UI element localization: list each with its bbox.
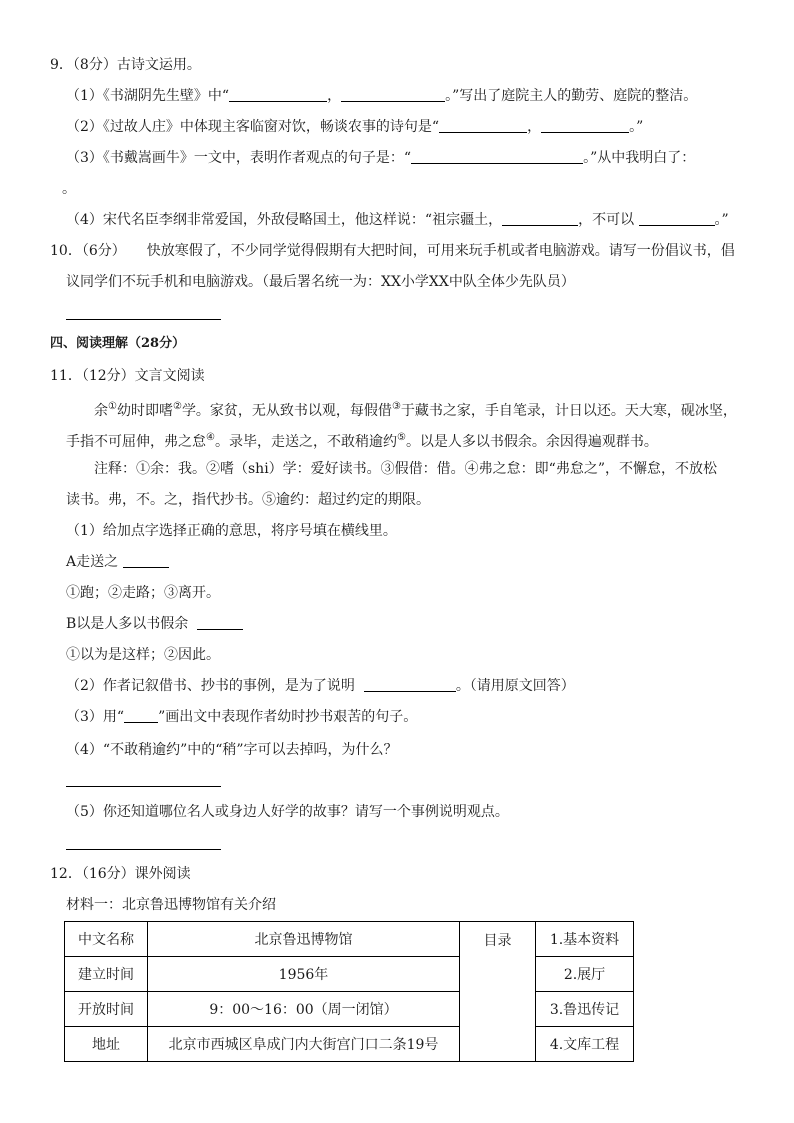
answer-line[interactable] bbox=[66, 319, 221, 320]
q10-line1: 10．（6分） 快放寒假了，不少同学觉得假期有大把时间，可用来玩手机或者电脑游戏。请写一份倡议书，倡 bbox=[50, 243, 735, 259]
toc-item: 2.展厅 bbox=[536, 957, 634, 992]
museum-info-table bbox=[64, 921, 634, 1062]
q10-line2: 议同学们不玩手机和电脑游戏。（最后署名统一为：XX小学XX中队全体少先队员） bbox=[66, 274, 575, 290]
q12-header: 12．（16分）课外阅读 bbox=[50, 866, 191, 882]
q9-part3: （3）《书戴嵩画牛》一文中，表明作者观点的句子是：“ 。”从中我明白了： bbox=[66, 150, 696, 166]
table-value: 北京市西城区阜成门内大街宫门口二条19号 bbox=[148, 1027, 460, 1062]
answer-blank[interactable] bbox=[197, 615, 243, 630]
table-value: 1956年 bbox=[148, 957, 460, 992]
answer-line[interactable] bbox=[66, 786, 221, 787]
sub-question-3: （3）用“ ”画出文中表现作者幼时抄书艰苦的句子。 bbox=[66, 709, 418, 725]
q9-part1: （1）《书湖阴先生壁》中“ ， 。”写出了庭院主人的勤劳、庭院的整洁。 bbox=[66, 88, 698, 104]
answer-blank[interactable] bbox=[123, 553, 169, 568]
notes-line2: 读书。弗，不。之，指代抄书。⑤逾约：超过约定的期限。 bbox=[66, 492, 430, 508]
underline-sample bbox=[124, 710, 158, 723]
options-a: ①跑；②走路；③离开。 bbox=[66, 585, 220, 601]
answer-blank[interactable] bbox=[439, 118, 527, 133]
toc-item: 4.文库工程 bbox=[536, 1027, 634, 1062]
answer-blank[interactable] bbox=[639, 211, 715, 226]
sub-question-1: （1）给加点字选择正确的意思，将序号填在横线里。 bbox=[66, 523, 397, 539]
options-b: ①以为是这样；②因此。 bbox=[66, 647, 220, 663]
section-title: 四、阅读理解（28分） bbox=[50, 336, 186, 351]
table-value: 北京鲁迅博物馆 bbox=[148, 922, 460, 957]
q9-part4: （4）宋代名臣李纲非常爱国，外敌侵略国土，他这样说：“祖宗疆土， ，不可以 。” bbox=[66, 212, 729, 228]
toc-item: 3.鲁迅传记 bbox=[536, 992, 634, 1027]
answer-line[interactable] bbox=[66, 849, 221, 850]
table-label: 地址 bbox=[65, 1027, 148, 1062]
sub-question-4: （4）“不敢稍逾约”中的“稍”字可以去掉吗，为什么？ bbox=[66, 742, 398, 758]
answer-blank[interactable] bbox=[364, 677, 456, 692]
q11-header: 11．（12分）文言文阅读 bbox=[50, 368, 205, 384]
material-title: 材料一：北京鲁迅博物馆有关介绍 bbox=[66, 897, 276, 913]
answer-blank[interactable] bbox=[411, 149, 583, 164]
q9-header: 9．（8分）古诗文运用。 bbox=[50, 57, 201, 73]
sub-question-b: B以是人多以书假余 bbox=[66, 614, 243, 634]
notes-line1: 注释：①余：我。②嗜（shi）学：爱好读书。③假借：借。④弗之怠：即“弗怠之”，不懈怠，不放松 bbox=[94, 461, 717, 477]
answer-blank[interactable] bbox=[341, 87, 445, 102]
toc-label: 目录 bbox=[460, 922, 536, 1062]
table-label: 开放时间 bbox=[65, 992, 148, 1027]
toc-item: 1.基本资料 bbox=[536, 922, 634, 957]
answer-blank[interactable] bbox=[229, 87, 327, 102]
table-label: 中文名称 bbox=[65, 922, 148, 957]
sub-question-5: （5）你还知道哪位名人或身边人好学的故事？请写一个事例说明观点。 bbox=[66, 804, 509, 820]
sub-question-2: （2）作者记叙借书、抄书的事例，是为了说明 。（请用原文回答） bbox=[66, 678, 575, 694]
table-value: 9：00～16：00（周一闭馆） bbox=[148, 992, 460, 1027]
table-label: 建立时间 bbox=[65, 957, 148, 992]
passage-line2: 手指不可屈伸，弗之怠④。录毕，走送之，不敢稍逾约⑤。以是人多以书假余。余因得遍观群书。 bbox=[66, 432, 658, 450]
q9-part3-end: 。 bbox=[62, 181, 76, 197]
q9-part2: （2）《过故人庄》中体现主客临窗对饮，畅谈农事的诗句是“ ， 。” bbox=[66, 119, 644, 135]
passage-line1: 余①幼时即嗜②学。家贫，无从致书以观，每假借③于藏书之家，手自笔录，计日以还。天大寒，砚冰坚， bbox=[94, 401, 737, 419]
answer-blank[interactable] bbox=[502, 211, 578, 226]
answer-blank[interactable] bbox=[541, 118, 629, 133]
sub-question-a: A走送之 bbox=[66, 552, 169, 572]
